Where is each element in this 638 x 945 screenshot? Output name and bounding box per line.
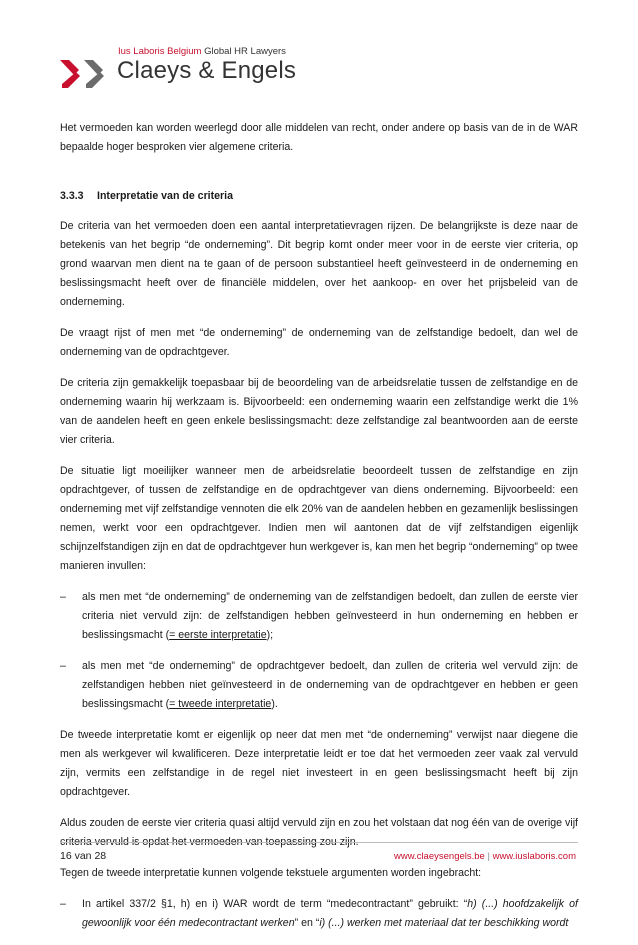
paragraph-2: De criteria van het vermoeden doen een aantal interpretatievragen rijzen. De belangrijkste is deze naar de betekenis van het begrip “de onderneming”. Dit begrip komt onder meer voor in de eerste vier criteria, op grond waarvan men dient na te gaan of de persoon substantieel heeft geïnvesteerd in de onderneming en beslissingsmacht heeft over de financiële middelen, over het aankoop- en over het prijsbeleid van de onderneming.	[60, 220, 578, 308]
paragraph-3: De vraagt rijst of men met “de onderneming” de onderneming van de zelfstandige bedoelt, dan wel de onderneming van de opdrachtgever.	[60, 327, 578, 358]
paragraph-7: Aldus zouden de eerste vier criteria quasi altijd vervuld zijn en zou het volstaan dat nog één van de overige vijf criteria vervuld is opdat het vermoeden van toepassing zou zijn.	[60, 817, 578, 848]
document-body	[60, 119, 578, 945]
paragraph-4: De criteria zijn gemakkelijk toepasbaar bij de beoordeling van de arbeidsrelatie tussen de zelfstandige en de onderneming waarin hij werkzaam is. Bijvoorbeeld: een onderneming waarin een zelfstandige werkt die 1% van de aandelen heeft en geen enkele beslissingsmacht: deze zelfstandige zal beantwoorden aan de eerste vier criteria.	[60, 377, 578, 446]
bullet-2-end: ).	[271, 698, 278, 710]
paragraph-5: De situatie ligt moeilijker wanneer men de arbeidsrelatie beoordeelt tussen de zelfstandige en zijn opdrachtgever, of tussen de zelfstandige en de opdrachtgever van diens onderneming. Bijvoorbeeld: een onderneming met vijf zelfstandige vennoten die elk 20% van de aandelen hebben en gezamenlijk beslissingen nemen, werkt voor een opdrachtgever. Indien men wil aantonen dat de vijf zelfstandigen eigenlijk schijnzelfstandigen zijn en dat de opdrachtgever hun werkgever is, kan men het begrip “onderneming” op twee manieren invullen:	[60, 465, 578, 572]
list-item	[60, 895, 578, 933]
brand-tagline-red: Ius Laboris Belgium	[118, 46, 202, 57]
bullet-1-text: als men met “de onderneming” de onderneming van de zelfstandigen bedoelt, dan zullen de eerste vier criteria niet vervuld zijn: de zelfstandigen hebben geïnvesteerd in hun onderneming en hebben er beslissingsmacht (	[82, 591, 578, 641]
footer-divider	[60, 842, 578, 843]
brand-name: Claeys & Engels	[117, 57, 297, 84]
footer-separator: |	[487, 851, 490, 862]
paragraph-1: Het vermoeden kan worden weerlegd door alle middelen van recht, onder andere op basis van de in de WAR bepaalde hoger besproken vier algemene criteria.	[60, 122, 578, 153]
list-item	[60, 657, 578, 714]
section-heading	[60, 187, 578, 206]
footer-links	[394, 851, 576, 862]
bullet-3-text-a: In artikel 337/2 §1, h) en i) WAR wordt de term “medecontractant” gebruikt: “	[82, 898, 468, 910]
footer-link-claeysengels[interactable]: www.claeysengels.be	[394, 851, 485, 862]
dash-bullet: –	[60, 591, 66, 603]
bullet-3-quote-2: i) (...) werken met materiaal dat ter beschikking wordt	[319, 917, 569, 929]
bullet-2-text: als men met “de onderneming” de opdrachtgever bedoelt, dan zullen de criteria wel vervuld zijn: de zelfstandigen hebben niet geïnvesteerd in de onderneming van de opdrachtgever en hebben er geen beslissingsmacht (	[82, 660, 578, 710]
dash-bullet: –	[60, 898, 66, 910]
dash-bullet: –	[60, 660, 66, 672]
bullet-3-text-b: ” en “	[294, 917, 320, 929]
footer-link-iuslaboris[interactable]: www.iuslaboris.com	[492, 851, 576, 862]
brand-tagline	[118, 46, 286, 57]
claeys-engels-logo-icon	[60, 54, 112, 88]
bullet-1-end: );	[266, 629, 274, 641]
paragraph-6: De tweede interpretatie komt er eigenlijk op neer dat men met “de onderneming” verwijst naar diegene die men als werkgever wil kwalificeren. Deze interpretatie leidt er toe dat het vermoeden zeer vaak zal vervuld zijn, vermits een zelfstandige in de regel niet investeert in en geen beslissingsmacht heeft bij zijn opdrachtgever.	[60, 729, 578, 798]
page-number: 16 van 28	[60, 850, 107, 862]
section-title: Interpretatie van de criteria	[97, 190, 234, 202]
bullet-3-quote-1: h) (...) hoofdzakelijk of gewoonlijk voor één medecontractant werken	[82, 898, 578, 929]
bullet-1-underlined: = eerste interpretatie	[169, 629, 267, 641]
section-number: 3.3.3	[60, 190, 84, 202]
paragraph-8: Tegen de tweede interpretatie kunnen volgende tekstuele argumenten worden ingebracht:	[60, 867, 482, 879]
brand-tagline-grey: Global HR Lawyers	[204, 46, 286, 57]
header-logo	[60, 46, 320, 96]
bullet-2-underlined: = tweede interpretatie	[169, 698, 272, 710]
list-item	[60, 588, 578, 645]
